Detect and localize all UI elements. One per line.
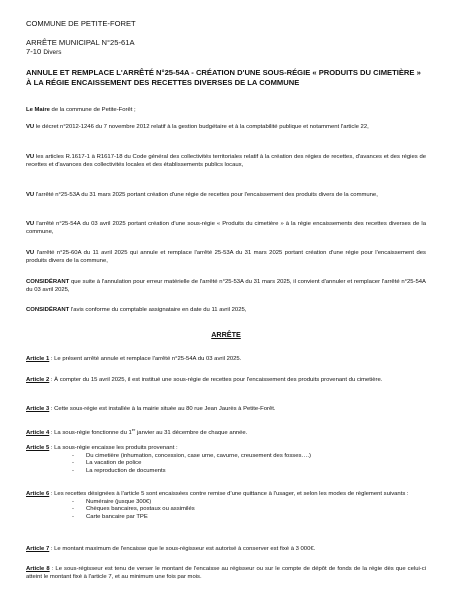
considerant-text: l'avis conforme du comptable assignataire en date du 11 avril 2025,: [69, 307, 247, 313]
vu-text: l'arrêté n°25-54A du 03 avril 2025 portant création d'une sous-régie « Produits du cimetière » à la régie encaissements des recettes diverses de la commune,: [26, 221, 426, 235]
preamble-vu-1: [26, 124, 426, 132]
article-label: Article 1: [26, 356, 50, 362]
maire-keyword: Le Maire: [26, 107, 50, 113]
considerant-keyword: CONSIDÉRANT: [26, 307, 70, 313]
vu-keyword: VU: [26, 192, 35, 198]
vu-keyword: VU: [26, 250, 35, 256]
divers-line: [26, 47, 61, 57]
considerant-text: que suite à l'annulation pour erreur matérielle de l'arrêté n°25-53A du 31 mars 2025, il convient d'annuler et remplacer l'arrêté n°25-54A du 03 avril 2025,: [26, 279, 426, 293]
article-text: : Cette sous-régie est installée à la mairie située au 80 rue Jean Jaurès à Petite-Forêt.: [49, 406, 276, 412]
article-label: Article 3: [26, 406, 50, 412]
considerant-keyword: CONSIDÉRANT: [26, 279, 70, 285]
article-4: [26, 426, 426, 438]
article-6: [26, 491, 426, 521]
article-6-list: [26, 499, 426, 522]
list-item: - Du cimetière (inhumation, concession, case urne, cavurne, creusement des fosses….): [86, 453, 426, 461]
considerant-1: [26, 279, 426, 294]
divers-number: 7-10: [26, 47, 42, 56]
article-text: : Les recettes désignées à l'article 5 sont encaissées contre remise d'une quittance à l'usager, et selon les modes de règlement suivants :: [49, 491, 409, 497]
article-text: : Le présent arrêté annule et remplace l'arrêté n°25-54A du 03 avril 2025.: [49, 356, 242, 362]
article-label: Article 5: [26, 445, 50, 451]
vu-text: le décret n°2012-1246 du 7 novembre 2012 relatif à la gestion budgétaire et à la comptabilité publique et notamment l'article 22,: [34, 124, 369, 130]
ordinal-superscript: er: [131, 427, 136, 432]
list-item: - Numéraire (jusque 300€): [86, 499, 426, 507]
list-item: - Carte bancaire par TPE: [86, 514, 426, 522]
divers-label: Divers: [43, 49, 62, 56]
article-label: Article 2: [26, 377, 50, 383]
list-item: - Chèques bancaires, postaux ou assimilés: [86, 506, 426, 514]
preamble-vu-4: [26, 221, 426, 236]
article-7: [26, 546, 426, 554]
list-item: - La reproduction de documents: [86, 468, 426, 476]
document-title: ANNULE ET REMPLACE L'ARRÊTÉ N°25-54A - CRÉATION D'UNE SOUS-RÉGIE « PRODUITS DU CIMETIÈRE » À LA RÉGIE ENCAISSEMENT DES RECETTES DIVERSES DE LA COMMUNE: [26, 68, 421, 87]
vu-text: les articles R.1617-1 à R1617-18 du Code général des collectivités territoriales relatif à la création des régies de recettes, d'avances et des régies de recettes et d'avances des collectivités locales et des établissements publics locaux,: [26, 154, 426, 168]
article-8: [26, 566, 426, 581]
article-2: [26, 377, 426, 385]
preamble-vu-5: [26, 250, 426, 265]
article-text: : À compter du 15 avril 2025, il est institué une sous-régie de recettes pour l'encaissement des produits provenant du cimetière.: [49, 377, 383, 383]
article-text: : Le montant maximum de l'encaisse que le sous-régisseur est autorisé à conserver est fixé à 3 000€.: [49, 546, 316, 552]
article-1: [26, 356, 426, 364]
list-item: - La vacation de police: [86, 460, 426, 468]
article-5-list: [26, 453, 426, 476]
preamble-maire: [26, 107, 426, 115]
article-5: [26, 445, 426, 475]
article-text: : Le sous-régisseur est tenu de verser le montant de l'encaisse au régisseur ou sur le compte de dépôt de fonds de la régie dès que celui-ci atteint le montant fixé à l'article 7, et au minimum une fois par mois.: [26, 566, 426, 580]
arrete-heading: ARRÊTE: [211, 330, 241, 339]
article-text: janvier au 31 décembre de chaque année.: [135, 429, 248, 436]
vu-keyword: VU: [26, 221, 35, 227]
article-text: : La sous-régie fonctionne du 1: [49, 429, 132, 436]
vu-keyword: VU: [26, 154, 35, 160]
article-label: Article 4: [26, 429, 50, 436]
vu-text: l'arrêté n°25-60A du 11 avril 2025 qui annule et remplace l'arrêté 25-53A du 31 mars 2025 portant création d'une régie pour l'encaissement des produits divers de la commune,: [26, 250, 426, 264]
arrete-number: ARRÊTE MUNICIPAL N°25-61A: [26, 38, 135, 47]
vu-text: l'arrêté n°25-53A du 31 mars 2025 portant création d'une régie de recettes pour l'encaissement des produits divers de la commune,: [34, 192, 378, 198]
article-label: Article 7: [26, 546, 50, 552]
considerant-2: [26, 307, 426, 315]
preamble-vu-3: [26, 192, 426, 200]
maire-text: de la commune de Petite-Forêt ;: [49, 107, 136, 113]
preamble-vu-2: [26, 154, 426, 169]
article-3: [26, 406, 426, 414]
article-label: Article 6: [26, 491, 50, 497]
article-label: Article 8: [26, 566, 50, 572]
article-text: : La sous-régie encaisse les produits provenant :: [49, 445, 178, 451]
commune-name: COMMUNE DE PETITE-FORET: [26, 19, 136, 28]
vu-keyword: VU: [26, 124, 35, 130]
